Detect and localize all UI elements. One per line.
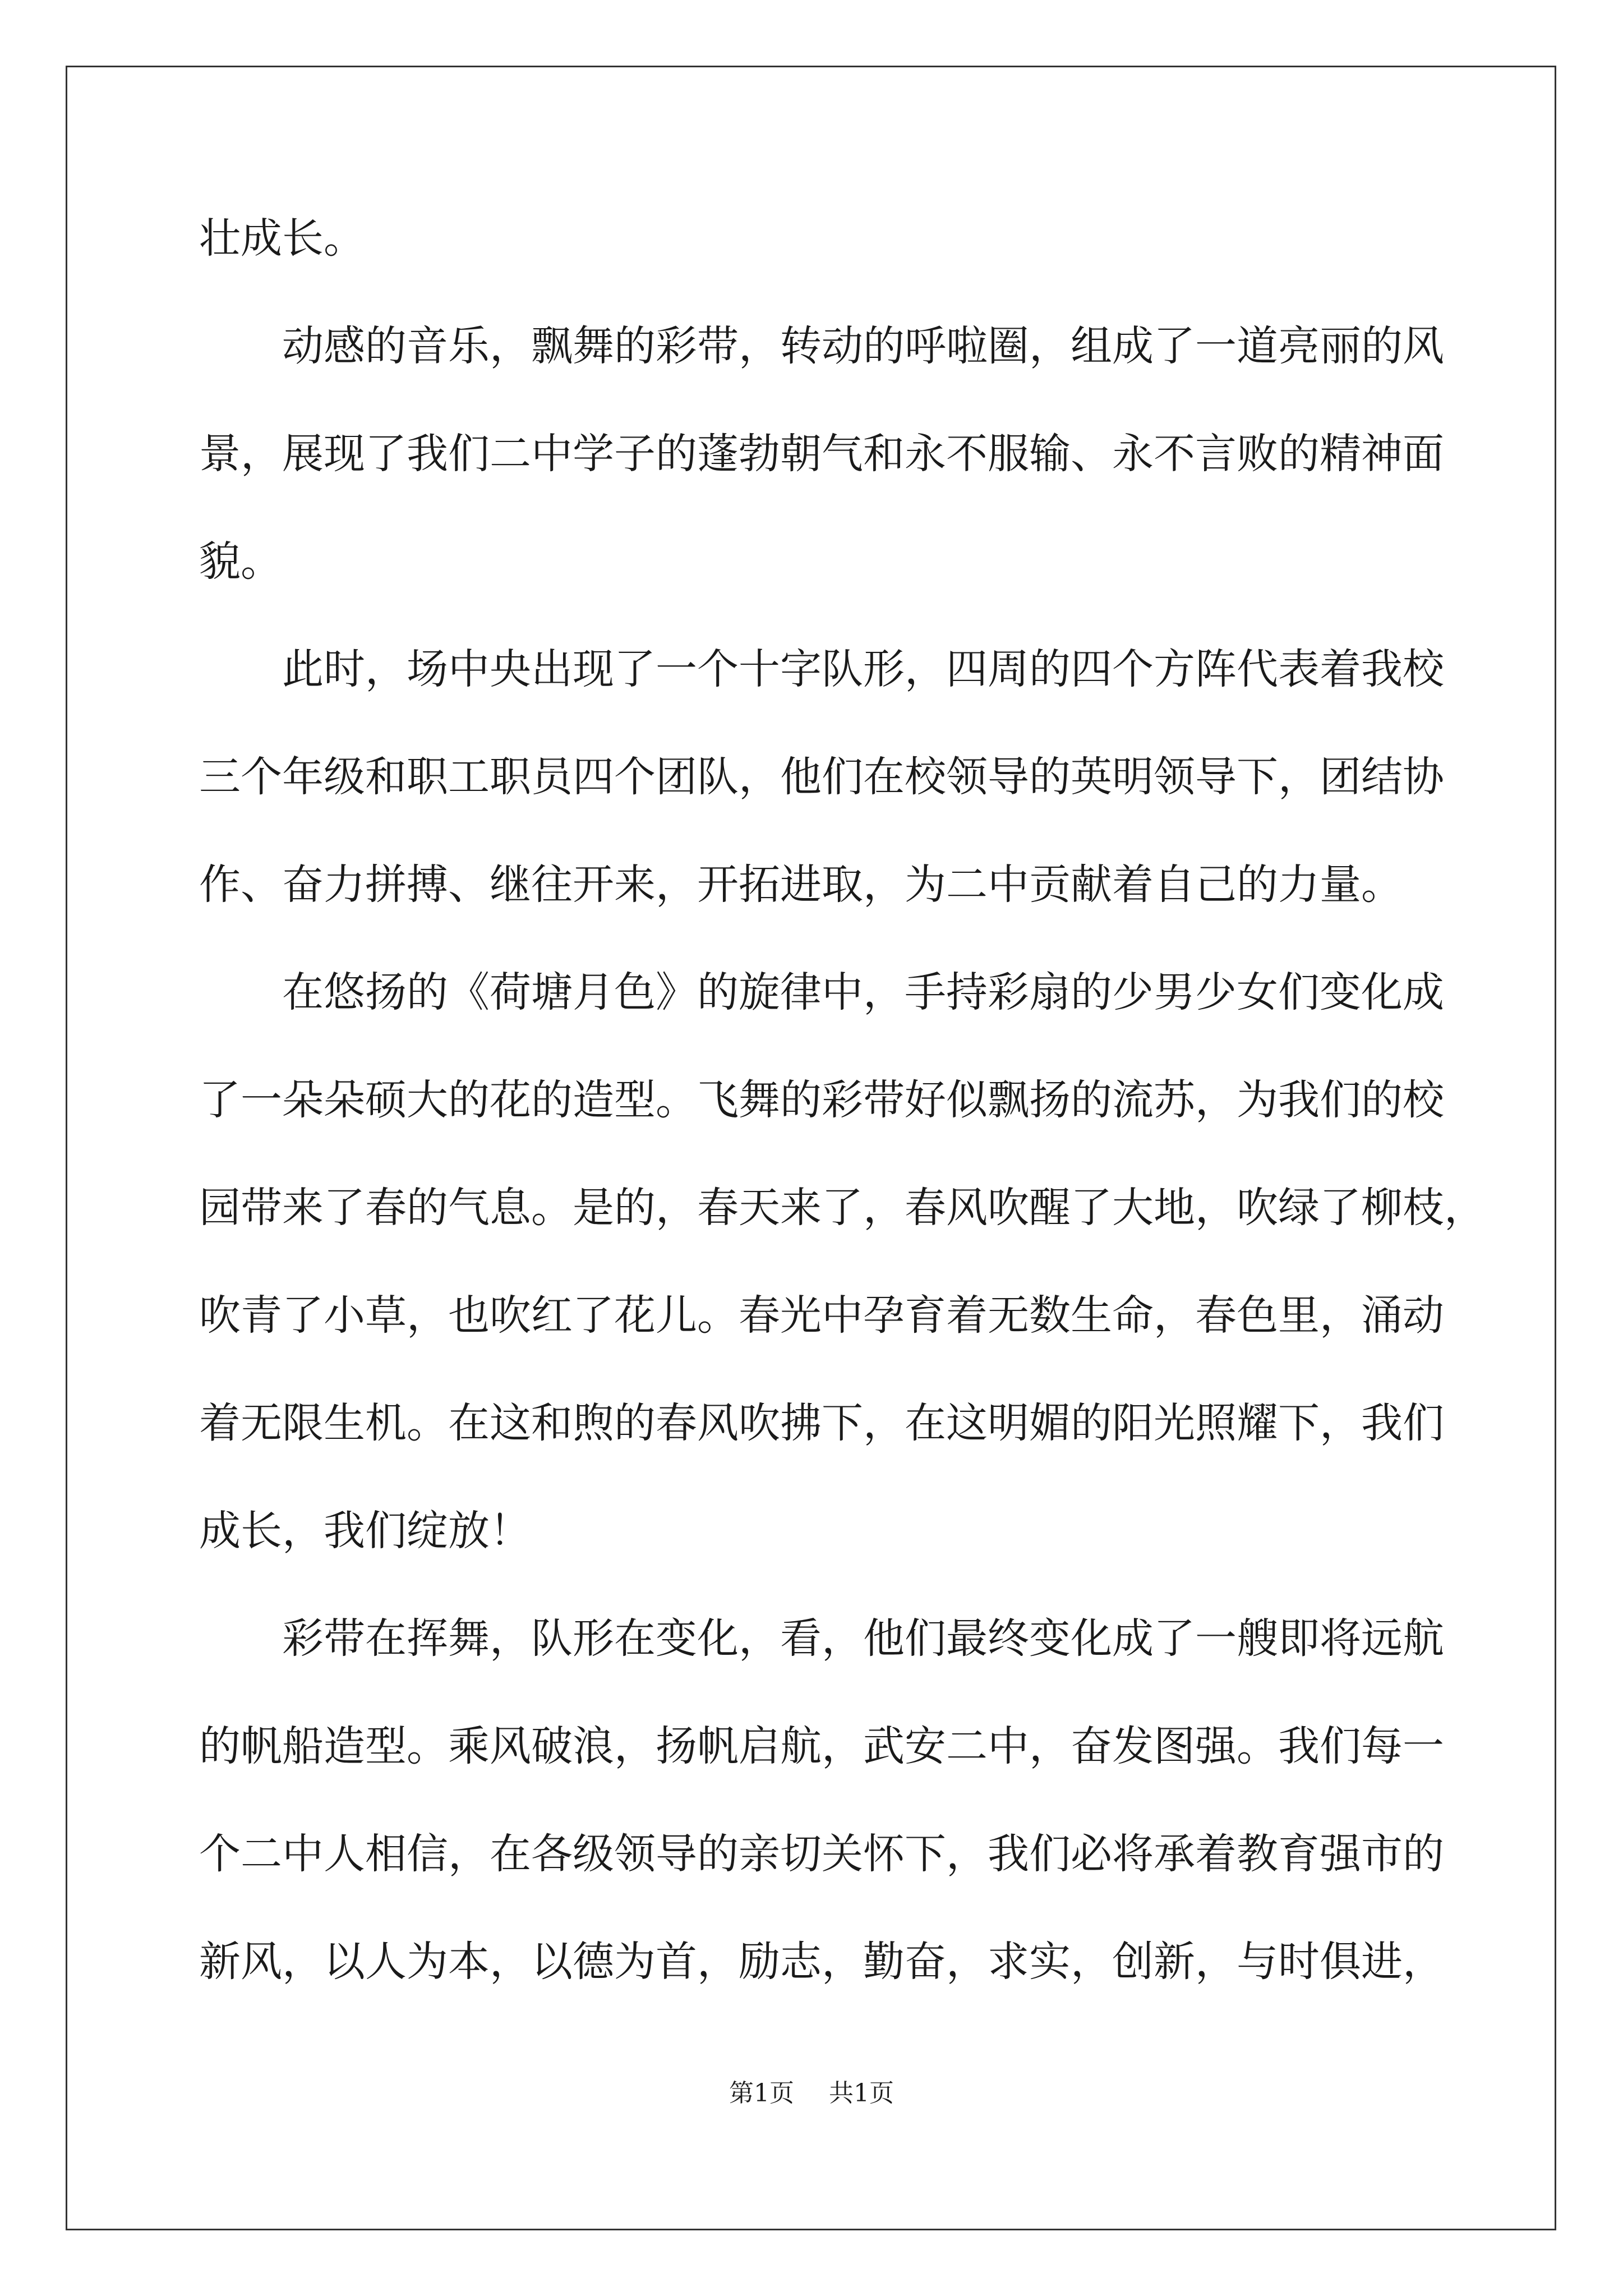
- text-line: 景，展现了我们二中学子的蓬勃朝气和永不服输、永不言败的精神面: [199, 430, 1444, 478]
- page-border: [66, 66, 1556, 2230]
- page-total: 共1页: [829, 2079, 894, 2108]
- text-line: 彩带在挥舞，队形在变化，看，他们最终变化成了一艘即将远航: [199, 1614, 1444, 1663]
- page-number: 第1页: [729, 2079, 794, 2108]
- text-line: 着无限生机。在这和煦的春风吹拂下，在这明媚的阳光照耀下，我们: [199, 1399, 1444, 1447]
- text-line: 在悠扬的《荷塘月色》的旋律中，手持彩扇的少男少女们变化成: [199, 968, 1444, 1016]
- text-line: 了一朵朵硕大的花的造型。飞舞的彩带好似飘扬的流苏，为我们的校: [199, 1076, 1444, 1124]
- text-line: 园带来了春的气息。是的，春天来了，春风吹醒了大地，吹绿了柳枝，: [199, 1184, 1486, 1232]
- text-line: 的帆船造型。乘风破浪，扬帆启航，武安二中，奋发图强。我们每一: [199, 1722, 1444, 1770]
- text-line: 个二中人相信，在各级领导的亲切关怀下，我们必将承着教育强市的: [199, 1830, 1444, 1878]
- page-footer: [0, 2077, 1623, 2110]
- text-line: 此时，场中央出现了一个十字队形，四周的四个方阵代表着我校: [199, 645, 1444, 693]
- text-line: 作、奋力拼搏、继往开来，开拓进取，为二中贡献着自己的力量。: [199, 861, 1403, 909]
- text-line: 壮成长。: [199, 214, 365, 263]
- text-line: 貌。: [199, 537, 282, 586]
- text-line: 动感的音乐，飘舞的彩带，转动的呼啦圈，组成了一道亮丽的风: [199, 322, 1444, 370]
- text-line: 三个年级和职工职员四个团队，他们在校领导的英明领导下，团结协: [199, 753, 1444, 801]
- text-line: 成长，我们绽放！: [199, 1507, 531, 1555]
- text-line: 吹青了小草，也吹红了花儿。春光中孕育着无数生命，春色里，涌动: [199, 1291, 1444, 1340]
- text-line: 新风，以人为本，以德为首，励志，勤奋，求实，创新，与时俱进，: [199, 1938, 1444, 1986]
